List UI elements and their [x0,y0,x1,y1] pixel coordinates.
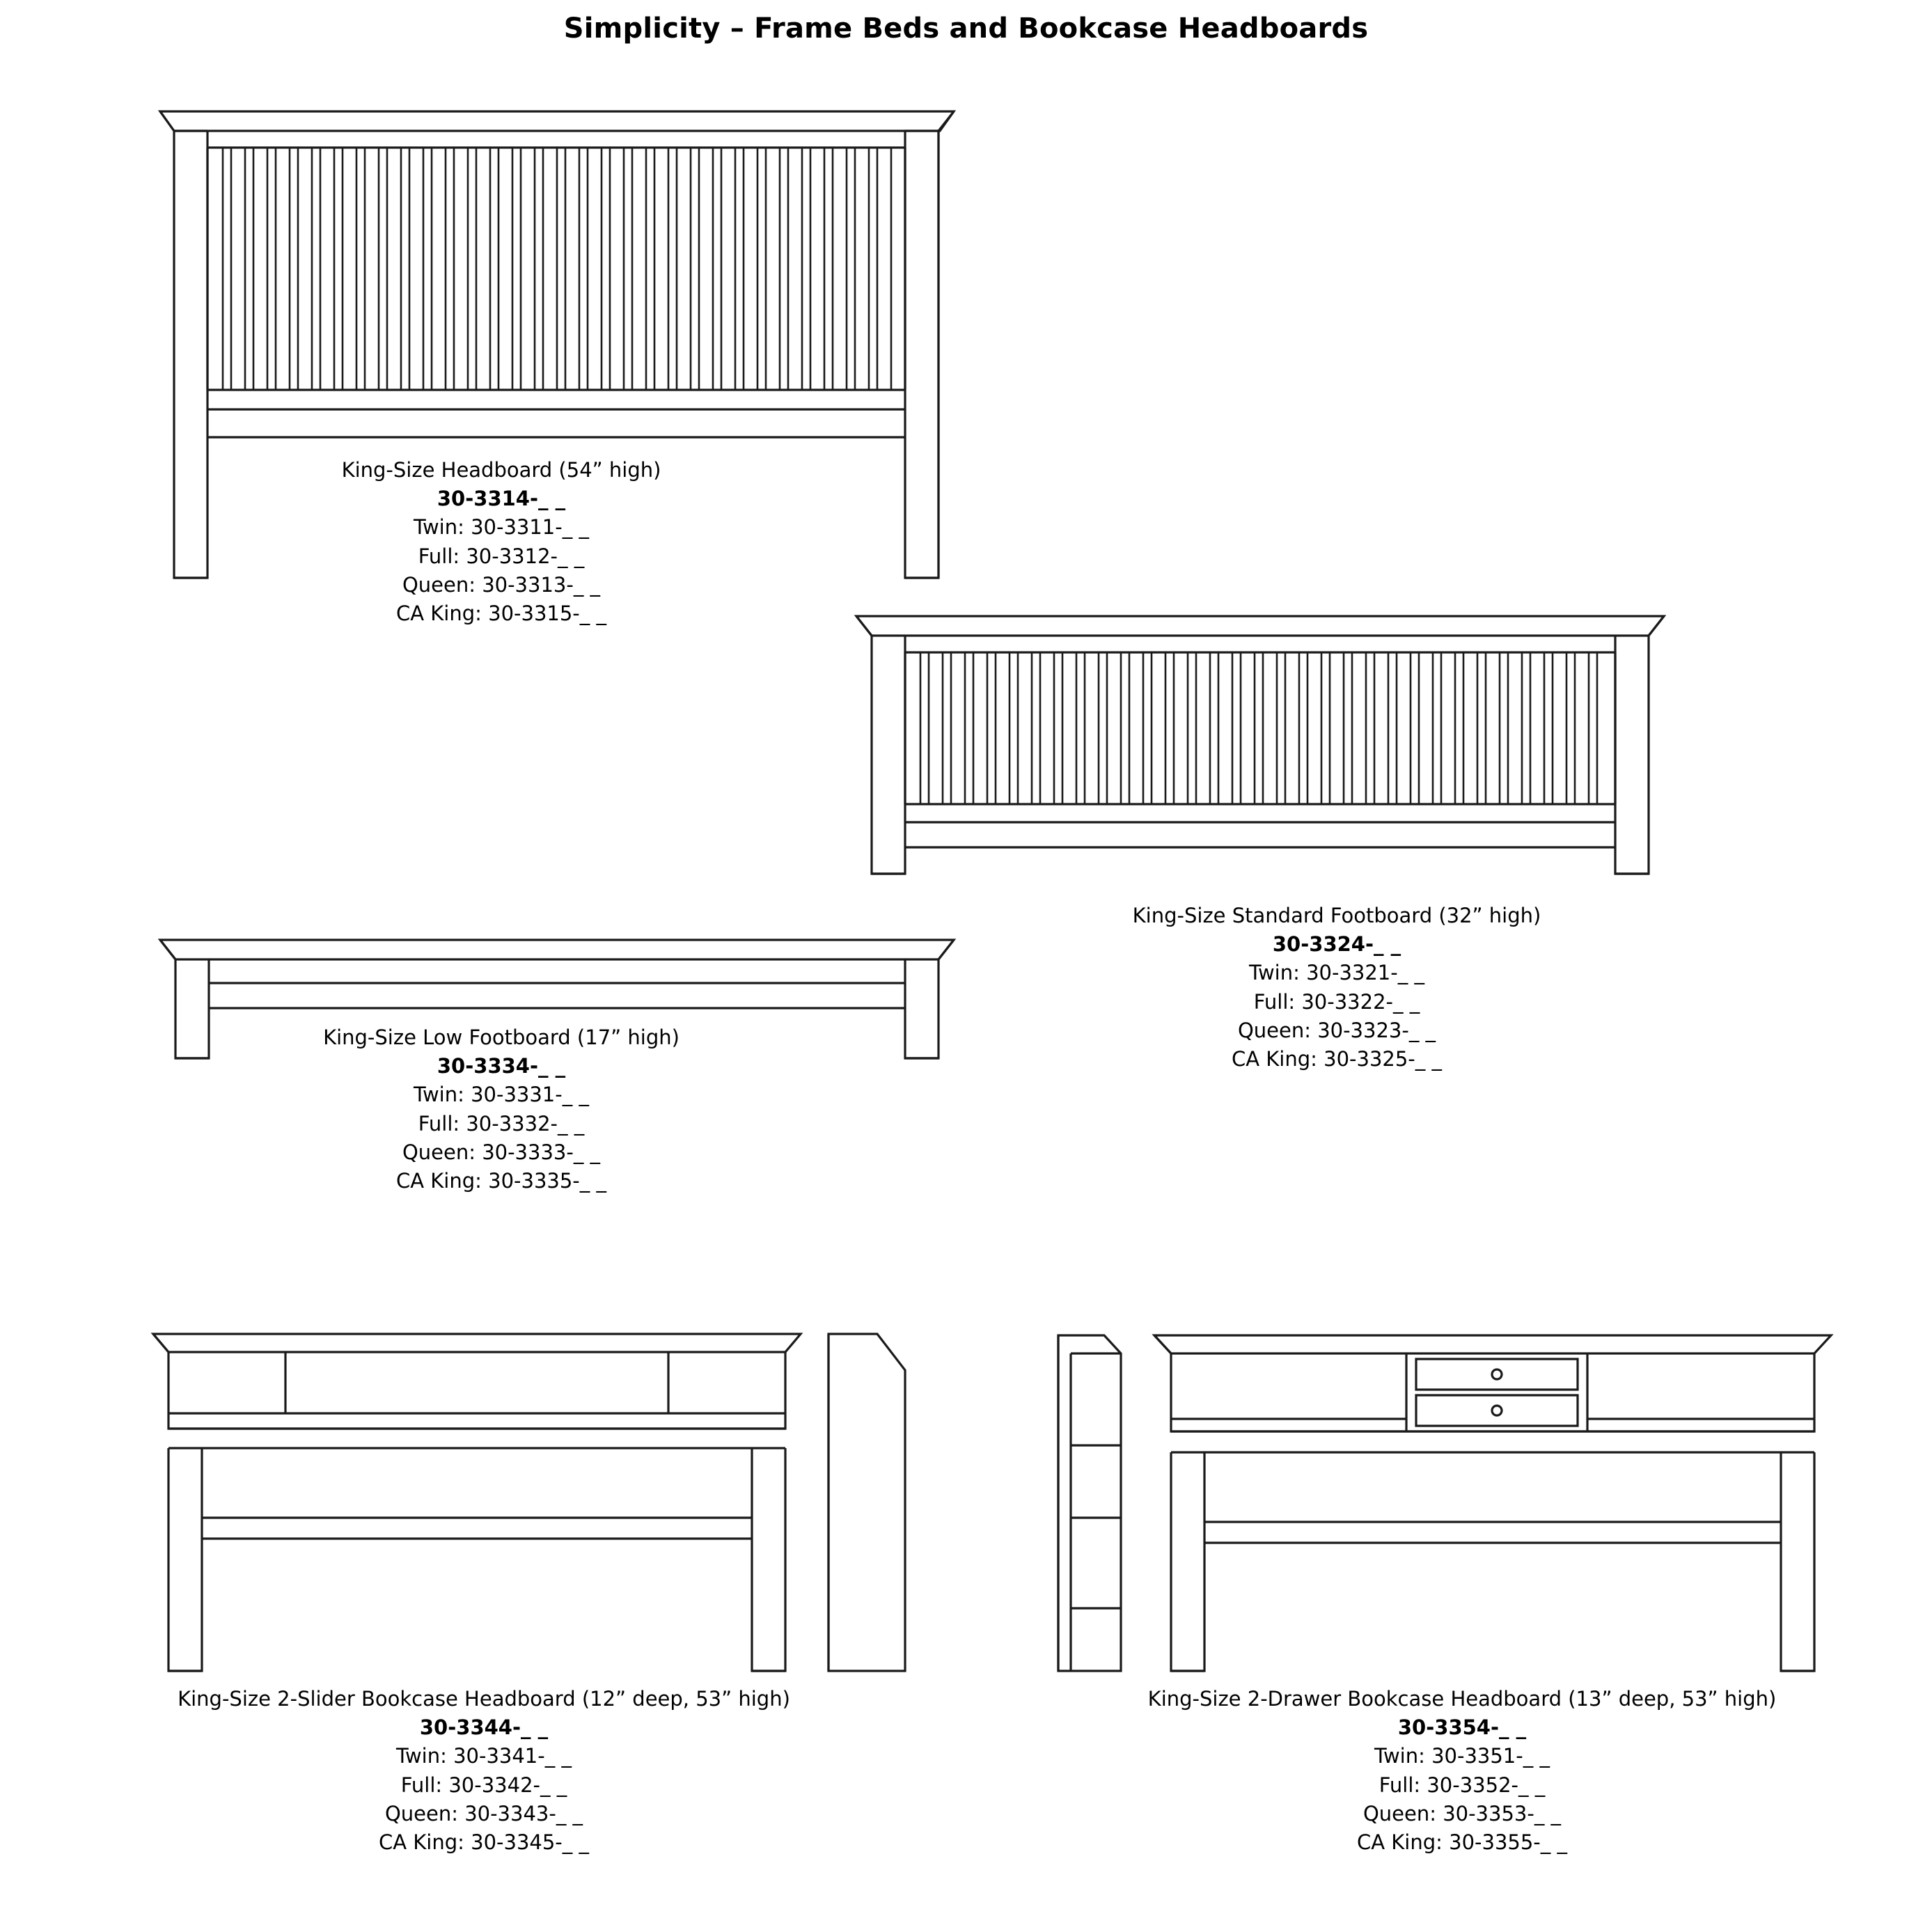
page-title: Simplicity – Frame Beds and Bookcase Headboards [563,13,1369,45]
figure-alternate: Queen: 30-3333-_ _ [402,1140,601,1164]
caption-king-size-headboard [230,456,773,628]
king-size-2-slider-bookcase-headboard-drawing [132,1309,954,1699]
figure-alternate: Twin: 30-3331-_ _ [414,1083,589,1107]
figure-alternate: CA King: 30-3325-_ _ [1231,1046,1442,1071]
caption-king-size-standard-footboard [1065,902,1608,1074]
figure-code: 30-3324-_ _ [1272,932,1401,957]
figure-alternate: Twin: 30-3311-_ _ [414,515,589,540]
figure-alternate: Queen: 30-3343-_ _ [384,1801,583,1825]
figure-code: 30-3344-_ _ [419,1715,549,1740]
figure-alternate: Queen: 30-3313-_ _ [402,572,601,597]
figure-alternate: CA King: 30-3355-_ _ [1356,1830,1567,1854]
figure-code: 30-3334-_ _ [437,1054,566,1078]
caption-king-size-2-drawer-bookcase-headboard [1093,1685,1831,1857]
figure-alternate: Full: 30-3322-_ _ [1253,989,1420,1014]
figure-alternate: CA King: 30-3315-_ _ [395,601,606,625]
figure-label: King-Size Low Footboard (17” high) [323,1026,680,1049]
figure-label: King-Size Headboard (54” high) [341,458,661,482]
figure-alternate: Full: 30-3342-_ _ [400,1773,567,1797]
figure-alternate: Queen: 30-3353-_ _ [1362,1801,1562,1825]
figure-alternate: CA King: 30-3345-_ _ [378,1830,589,1854]
figure-alternate: Twin: 30-3341-_ _ [396,1744,572,1768]
figure-alternate: Twin: 30-3351-_ _ [1374,1744,1550,1768]
figure-code: 30-3314-_ _ [437,487,566,511]
caption-king-size-low-footboard [230,1023,773,1195]
king-size-2-drawer-bookcase-headboard-drawing [1037,1309,1873,1699]
figure-alternate: CA King: 30-3335-_ _ [395,1168,606,1193]
king-size-standard-footboard-drawing [835,595,1685,916]
figure-label: King-Size 2-Drawer Bookcase Headboard (13” deep, 53” high) [1147,1687,1777,1711]
figure-alternate: Full: 30-3352-_ _ [1379,1773,1546,1797]
figure-label: King-Size Standard Footboard (32” high) [1132,904,1541,927]
figure-alternate: Queen: 30-3323-_ _ [1237,1018,1436,1042]
figure-alternate: Full: 30-3332-_ _ [418,1111,585,1136]
figure-alternate: Full: 30-3312-_ _ [418,544,585,568]
figure-alternate: Twin: 30-3321-_ _ [1249,961,1424,985]
caption-king-size-2-slider-bookcase-headboard [101,1685,867,1857]
figure-label: King-Size 2-Slider Bookcase Headboard (12” deep, 53” high) [178,1687,790,1711]
figure-code: 30-3354-_ _ [1397,1715,1527,1740]
